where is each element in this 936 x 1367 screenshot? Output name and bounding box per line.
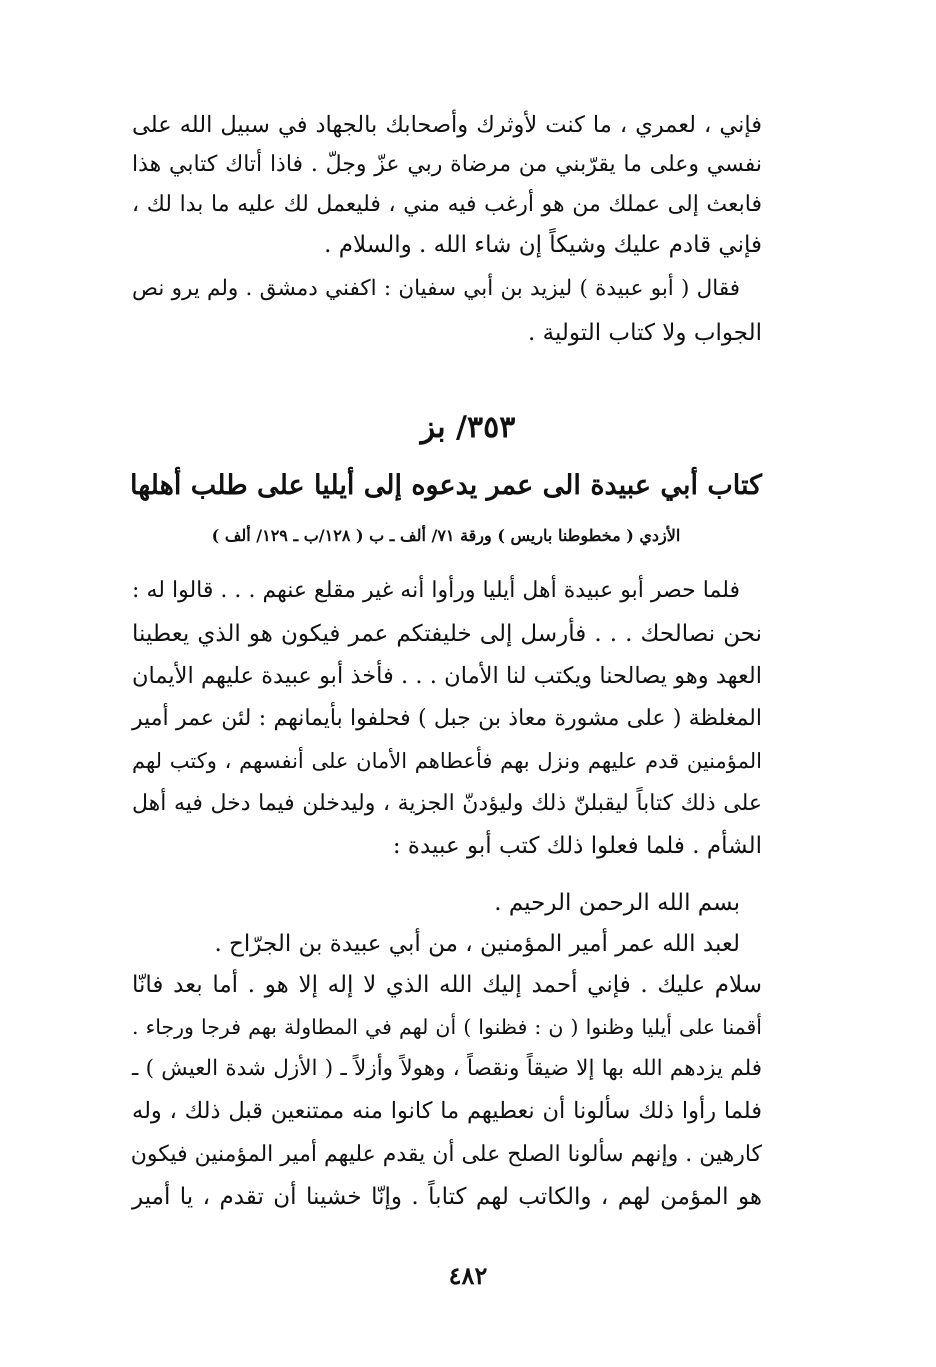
body-line-2: نحن نصالحك . . . فأرسل إلى خليفتكم عمر فيكون هو الذي يعطينا <box>132 621 762 647</box>
body-line-4: المغلظة ( على مشورة معاذ بن جبل ) فحلفوا بأيمانهم : لئن عمر أمير <box>132 706 762 731</box>
document-title: كتاب أبي عبيدة الى عمر يدعوه إلى أيليا على طلب أهلها <box>129 470 763 501</box>
letter-line-4: فلما رأوا ذلك سألونا أن نعطيهم ما كانوا منه ممتنعين قبل ذلك ، وله <box>132 1098 762 1124</box>
letter-line-5: كارهين . وإنهم سألونا الصلح على أن يقدم عليهم أمير المؤمنين فيكون <box>130 1142 762 1167</box>
intro-line-4: فإني قادم عليك وشيكاً إن شاء الله . والسلام . <box>324 232 762 258</box>
letter-line-3: فلم يزدهم الله بها إلا ضيقاً ونقصاً ، وهولاً وأزلاً ـ ( الأزل شدة العيش ) ـ <box>132 1056 762 1081</box>
page-number: ٤٨٢ <box>448 1261 488 1290</box>
intro-line-3: فابعث إلى عملك من هو أرغب فيه مني ، فليعمل لك عليه ما بدا لك ، <box>132 192 762 217</box>
body-line-1: فلما حصر أبو عبيدة أهل أيليا ورأوا أنه غير مقلع عنهم . . . قالوا له : <box>132 578 740 603</box>
letter-address: لعبد الله عمر أمير المؤمنين ، من أبي عبيدة بن الجرّاح . <box>214 931 740 957</box>
intro-line-1: فإني ، لعمري ، ما كنت لأوثرك وأصحابك بالجهاد في سبيل الله على <box>132 112 762 138</box>
intro-line-2: نفسي وعلى ما يقرّبني من مرضاة ربي عزّ وجلّ . فاذا أتاك كتابي هذا <box>132 152 762 177</box>
intro-line-6: الجواب ولا كتاب التولية . <box>528 320 762 346</box>
document-source: الأزدي ( مخطوطنا باريس ) ورقة ٧١/ ألف ـ ب ( ١٢٨/ب ـ ١٢٩/ ألف ) <box>211 526 681 545</box>
letter-line-6: هو المؤمن لهم ، والكاتب لهم كتاباً . وإنّا خشينا أن تقدم ، يا أمير <box>132 1184 762 1210</box>
body-line-7: الشأم . فلما فعلوا ذلك كتب أبو عبيدة : <box>392 833 762 859</box>
body-line-5: المؤمنين قدم عليهم ونزل بهم فأعطاهم الأمان على أنفسهم ، وكتب لهم <box>132 749 762 773</box>
body-line-6: على ذلك كتاباً ليقبلنّ ذلك وليؤدنّ الجزية ، وليدخلن فيما دخل فيه أهل <box>132 791 762 816</box>
letter-basmala: بسم الله الرحمن الرحيم . <box>494 890 740 916</box>
letter-line-1: سلام عليك . فإني أحمد إليك الله الذي لا إله إلا هو . أما بعد فانّا <box>132 972 762 998</box>
intro-line-5: فقال ( أبو عبيدة ) ليزيد بن أبي سفيان : اكفني دمشق . ولم يرو نص <box>132 276 740 301</box>
document-number: ٣٥٣/ بز <box>420 410 516 445</box>
letter-line-2: أقمنا على أيليا وظنوا ( ن : فظنوا ) أن لهم في المطاولة بهم فرجا ورجاء . <box>132 1015 762 1039</box>
body-line-3: العهد وهو يصالحنا ويكتب لنا الأمان . . . فأخذ أبو عبيدة عليهم الأيمان <box>132 663 762 689</box>
